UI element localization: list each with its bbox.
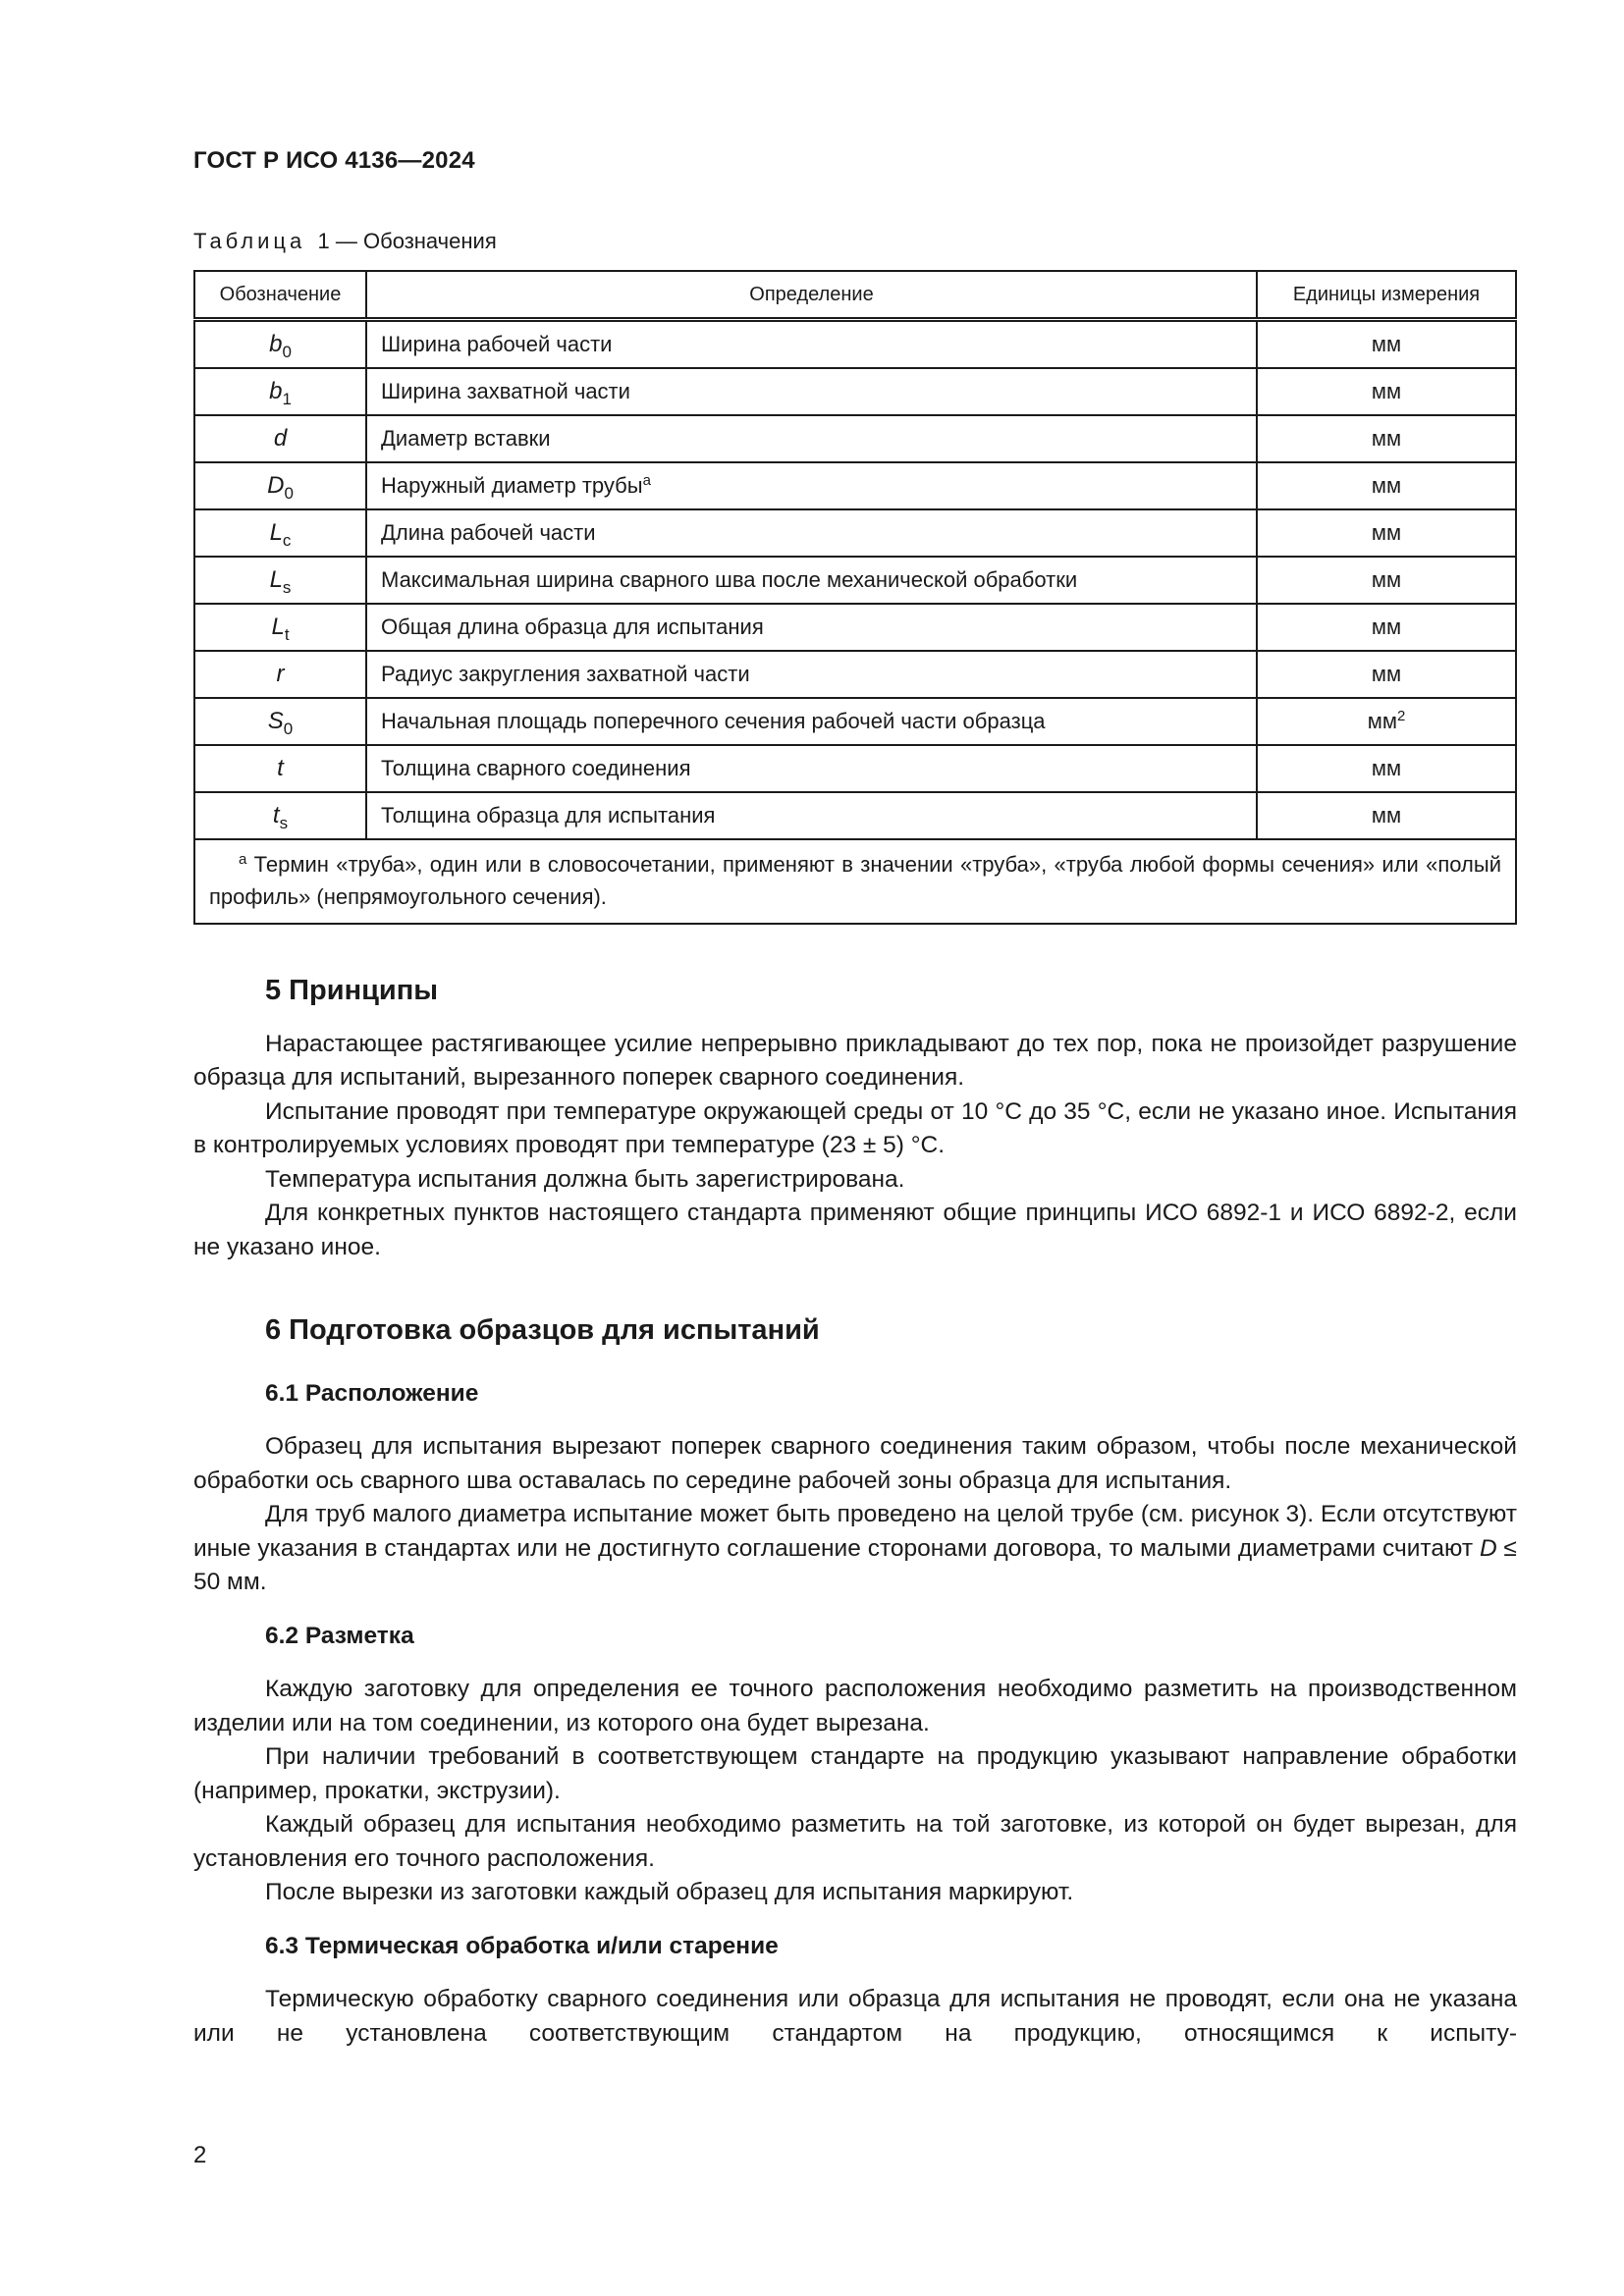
symbol-subscript: 0: [283, 720, 294, 738]
unit: мм: [1371, 614, 1402, 639]
unit-cell: [1257, 462, 1516, 509]
definition: Ширина захватной части: [381, 379, 630, 403]
table-row: [194, 604, 1516, 651]
unit: мм: [1371, 473, 1402, 498]
paragraph-text: ≤ 50 мм.: [193, 1534, 1517, 1595]
symbol-cell: [194, 462, 366, 509]
definition-cell: [366, 792, 1257, 839]
section-5-paragraph: Температура испытания должна быть зарегистрирована.: [265, 1165, 905, 1193]
definition: Максимальная ширина сварного шва после механической обработки: [381, 567, 1078, 592]
definition: Толщина сварного соединения: [381, 756, 691, 780]
definition-cell: [366, 745, 1257, 792]
table-row: [194, 792, 1516, 839]
symbol-subscript: t: [284, 625, 290, 644]
definition: Диаметр вставки: [381, 426, 551, 451]
section-6-2-paragraph: После вырезки из заготовки каждый образец для испытания маркируют.: [265, 1879, 1074, 1905]
section-5-paragraph: Испытание проводят при температуре окружающей среды от 10 °С до 35 °С, если не указано иное. Испытания в контролируемых условиях проводят при температуре (23 ± 5) °С.: [193, 1097, 1517, 1158]
symbol-subscript: 0: [282, 343, 292, 361]
definition: Длина рабочей части: [381, 520, 596, 545]
table-row: [194, 368, 1516, 415]
symbol-subscript: s: [282, 578, 292, 597]
symbol-cell: [194, 368, 366, 415]
unit-cell: [1257, 698, 1516, 745]
symbol-subscript: s: [279, 814, 289, 832]
unit: мм: [1371, 332, 1402, 356]
unit-cell: [1257, 368, 1516, 415]
paragraph-text: Для труб малого диаметра испытание может быть проведено на целой трубе (см. рисунок 3). Если отсутствуют иные указания в стандартах или не достигнуто соглашение сторонами договора, то малыми диаметрами считают: [193, 1501, 1517, 1562]
table-footnote: [194, 839, 1516, 924]
symbol: L: [271, 614, 285, 640]
symbol: D: [267, 472, 285, 499]
section-6-2-title: 6.2 Разметка: [265, 1622, 414, 1649]
diameter-symbol: D: [1479, 1534, 1497, 1562]
symbol-subscript: 0: [284, 484, 294, 503]
unit: мм: [1371, 803, 1402, 828]
table-caption-prefix: Таблица: [193, 229, 306, 253]
column-header-symbol: Обозначение: [194, 271, 366, 320]
table-row: [194, 320, 1516, 369]
unit: мм: [1371, 662, 1402, 686]
unit: мм: [1371, 426, 1402, 451]
page-number: 2: [193, 2142, 207, 2168]
document-header: ГОСТ Р ИСО 4136—2024: [193, 147, 475, 174]
definition-cell: [366, 557, 1257, 604]
section-6-2-paragraph: Каждый образец для испытания необходимо разметить на той заготовке, из которой он будет вырезан, для установления его точного расположения.: [193, 1811, 1517, 1872]
symbol-cell: [194, 557, 366, 604]
section-6: [193, 1313, 1517, 2051]
symbol-cell: [194, 415, 366, 462]
symbol-cell: [194, 745, 366, 792]
table-row: [194, 462, 1516, 509]
unit-cell: [1257, 509, 1516, 557]
definition-cell: [366, 604, 1257, 651]
unit: мм: [1371, 567, 1402, 592]
footnote-reference: a: [642, 472, 651, 489]
definition-cell: [366, 368, 1257, 415]
symbol-cell: [194, 698, 366, 745]
unit-cell: [1257, 792, 1516, 839]
unit: мм: [1371, 756, 1402, 780]
unit: мм: [1367, 709, 1397, 733]
table-header-row: [194, 271, 1516, 320]
unit: мм: [1371, 379, 1402, 403]
table-footnote-row: [194, 839, 1516, 924]
symbol-cell: [194, 792, 366, 839]
section-5-paragraph: Для конкретных пунктов настоящего стандарта применяют общие принципы ИСО 6892-1 и ИСО 6892-2, если не указано иное.: [193, 1200, 1517, 1260]
table-row: [194, 415, 1516, 462]
table-row: [194, 651, 1516, 698]
table-row: [194, 557, 1516, 604]
symbol-cell: [194, 651, 366, 698]
definition-cell: [366, 415, 1257, 462]
definition: Ширина рабочей части: [381, 332, 613, 356]
definition: Толщина образца для испытания: [381, 803, 716, 828]
section-6-2-paragraph: Каждую заготовку для определения ее точного расположения необходимо разметить на производственном изделии или на том соединении, из которого она будет вырезана.: [193, 1676, 1517, 1736]
unit-exponent: 2: [1396, 708, 1406, 724]
symbol: t: [277, 755, 284, 781]
symbol: S: [267, 708, 284, 734]
symbol: L: [269, 566, 283, 593]
symbol-subscript: c: [282, 531, 292, 550]
symbol: r: [276, 661, 285, 687]
symbol: t: [272, 802, 280, 828]
unit-cell: [1257, 415, 1516, 462]
section-6-3-title: 6.3 Термическая обработка и/или старение: [265, 1932, 779, 1959]
table-row: [194, 745, 1516, 792]
symbol: b: [269, 378, 283, 404]
section-6-1-paragraph: [193, 1498, 1517, 1600]
symbol-cell: [194, 509, 366, 557]
section-5: [193, 974, 1517, 1264]
unit-cell: [1257, 604, 1516, 651]
symbol: d: [273, 425, 288, 452]
definition: Общая длина образца для испытания: [381, 614, 764, 639]
unit: мм: [1371, 520, 1402, 545]
section-6-2-paragraph: При наличии требований в соответствующем стандарте на продукцию указывают направление обработки (например, прокатки, экструзии).: [193, 1743, 1517, 1804]
table-row: [194, 698, 1516, 745]
definition-cell: [366, 651, 1257, 698]
footnote-text: Термин «труба», один или в словосочетании, применяют в значении «труба», «труба любой формы сечения» или «полый профиль» (непрямоугольного сечения).: [209, 852, 1501, 909]
table-row: [194, 509, 1516, 557]
symbol-cell: [194, 604, 366, 651]
definition-cell: [366, 509, 1257, 557]
unit-cell: [1257, 557, 1516, 604]
definition-cell: [366, 698, 1257, 745]
symbols-table: [193, 270, 1517, 925]
symbol-cell: [194, 320, 366, 369]
definition: Радиус закругления захватной части: [381, 662, 750, 686]
column-header-unit: Единицы измерения: [1257, 271, 1516, 320]
section-5-paragraph: Нарастающее растягивающее усилие непрерывно прикладывают до тех пор, пока не произойдет разрушение образца для испытаний, вырезанного поперек сварного соединения.: [193, 1030, 1517, 1091]
section-6-1-paragraph: Образец для испытания вырезают поперек сварного соединения таким образом, чтобы после механической обработки ось сварного шва оставалась по середине рабочей зоны образца для испытания.: [193, 1433, 1517, 1494]
section-5-title: 5 Принципы: [265, 975, 439, 1006]
column-header-definition: Определение: [366, 271, 1257, 320]
section-6-title: 6 Подготовка образцов для испытаний: [265, 1314, 820, 1346]
symbol: L: [269, 519, 283, 546]
unit-cell: [1257, 320, 1516, 369]
section-6-1-title: 6.1 Расположение: [265, 1379, 479, 1407]
definition: Начальная площадь поперечного сечения рабочей части образца: [381, 709, 1046, 733]
definition-cell: [366, 320, 1257, 369]
table-caption-number: 1: [317, 229, 330, 253]
symbol-subscript: 1: [282, 390, 292, 408]
table-caption: [193, 229, 497, 254]
footnote-mark: a: [239, 851, 247, 868]
table-caption-title: — Обозначения: [335, 229, 497, 253]
definition: Наружный диаметр трубы: [381, 473, 643, 498]
definition-cell: [366, 462, 1257, 509]
symbol: b: [269, 331, 283, 357]
unit-cell: [1257, 745, 1516, 792]
section-6-3-paragraph: Термическую обработку сварного соединения или образца для испытания не проводят, если она не указана или не установлена соответствующим стандартом на продукцию, относящимся к испыту-: [193, 1986, 1517, 2047]
unit-cell: [1257, 651, 1516, 698]
